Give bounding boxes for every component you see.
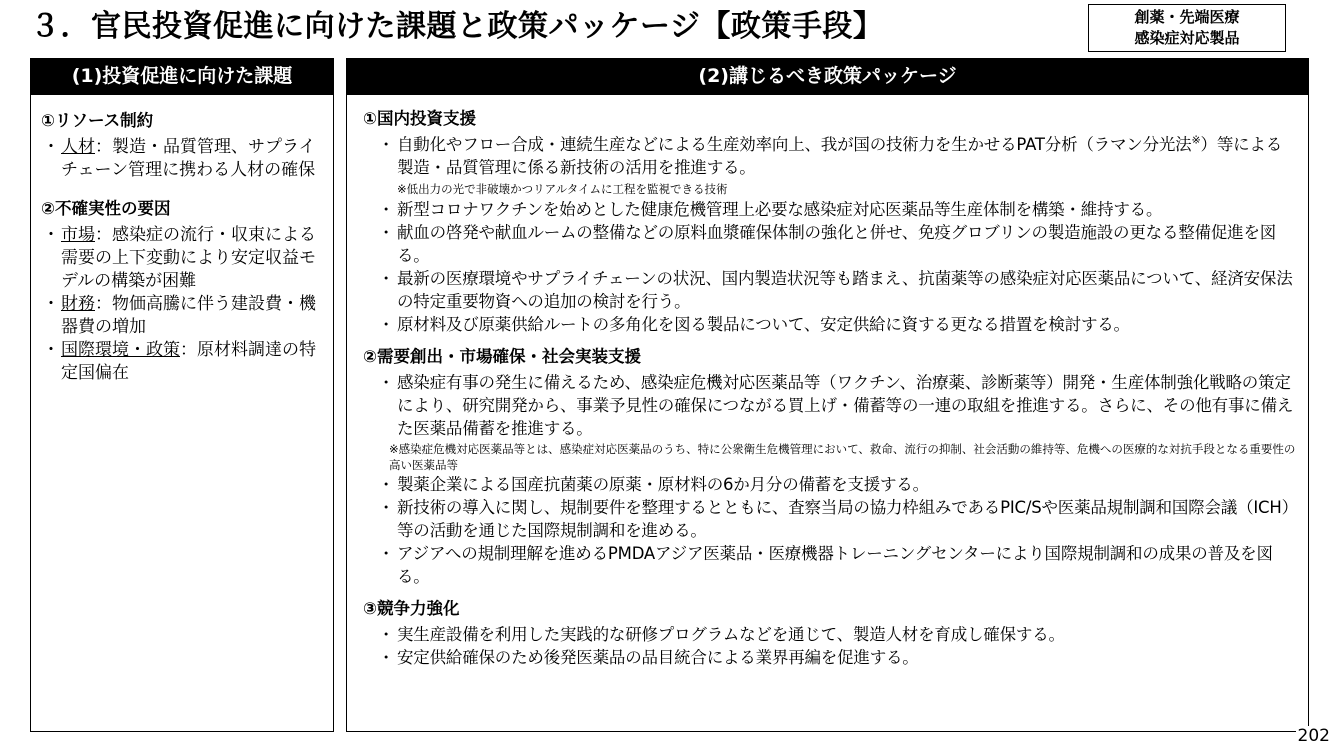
issues-panel <box>30 58 334 732</box>
section-title-uncertainty: ②不確実性の要因 <box>41 199 171 218</box>
issues-panel-body <box>31 95 333 385</box>
bullet-mark: ・ <box>42 137 60 157</box>
list-item <box>41 224 325 293</box>
item-text: 原材料及び原薬供給ルートの多角化を図る製品について、安定供給に資する更なる措置を検討する。 <box>397 315 1130 334</box>
bullet-mark: ・ <box>42 340 60 360</box>
bullet-mark: ・ <box>377 373 395 392</box>
section-title-competitiveness: ③競争力強化 <box>363 599 460 618</box>
item-text: 感染症有事の発生に備えるため、感染症危機対応医薬品等（ワクチン、治療薬、診断薬等）開発・生産体制強化戦略の策定により、研究開発から、事業予見性の確保につながる買上げ・備蓄等の一連の取組を推進する。さらに、その他有事に備えた医薬品備蓄を推進する。 <box>397 373 1294 438</box>
bullet-mark: ・ <box>377 269 395 288</box>
category-tag-line1: 創薬・先端医療 <box>1134 8 1240 26</box>
footnote: ※感染症危機対応医薬品等とは、感染症対応医薬品のうち、特に公衆衛生危機管理において、救命、流行の抑制、社会活動の維持等、危機への医療的な対抗手段となる重要性の高い医薬品等 <box>389 442 1296 472</box>
item-text: 最新の医療環境やサプライチェーンの状況、国内製造状況等も踏まえ、抗菌薬等の感染症対応医薬品について、経済安保法の特定重要物資への追加の検討を行う。 <box>397 269 1293 311</box>
policy-package-header: (2)講じるべき政策パッケージ <box>347 59 1308 95</box>
section-title-resource: ①リソース制約 <box>41 111 154 130</box>
bullet-mark: ・ <box>377 475 395 494</box>
policy-package-panel <box>346 58 1309 732</box>
item-text: 新技術の導入に関し、規制要件を整理するとともに、査察当局の協力枠組みであるPIC/Sや医薬品規制調和国際会議（ICH）等の活動を通じた国際規制調和を進める。 <box>397 498 1298 540</box>
item-text: ：感染症の流行・収束による需要の上下変動により安定収益モデルの構築が困難 <box>61 225 316 291</box>
list-item <box>375 646 1298 669</box>
item-label: 人材 <box>61 137 95 157</box>
item-label: 財務 <box>61 294 95 314</box>
list-item <box>375 371 1298 440</box>
list-item <box>375 198 1298 221</box>
list-item <box>41 339 325 385</box>
page-number: 202 <box>1297 726 1330 746</box>
item-label: 国際環境・政策 <box>61 340 180 360</box>
list-item <box>375 473 1298 496</box>
list-item <box>375 133 1298 179</box>
item-text: 製薬企業による国産抗菌薬の原薬・原材料の6か月分の備蓄を支援する。 <box>397 475 929 494</box>
list-item <box>375 267 1298 313</box>
item-text: 献血の啓発や献血ルームの整備などの原料血漿確保体制の強化と併せ、免疫グロブリンの製造施設の更なる整備促進を図る。 <box>397 223 1277 265</box>
list-item <box>41 293 325 339</box>
list-item <box>41 136 325 182</box>
item-text: アジアへの規制理解を進めるPMDAアジア医薬品・医療機器トレーニングセンターにより国際規制調和の成果の普及を図る。 <box>397 544 1273 586</box>
policy-package-body <box>347 95 1308 669</box>
list-item <box>375 221 1298 267</box>
item-label: 市場 <box>61 225 95 245</box>
item-text: ：原材料調達の特定国偏在 <box>61 340 316 383</box>
footnote-mark: ※ <box>1191 133 1201 147</box>
item-text: 自動化やフロー合成・連続生産などによる生産効率向上、我が国の技術力を生かせるPAT分析（ラマン分光法 <box>397 135 1192 154</box>
item-text: ）等による製造・品質管理に係る新技術の活用を推進する。 <box>397 135 1283 177</box>
footnote: ※低出力の光で非破壊かつリアルタイムに工程を監視できる技術 <box>397 182 728 196</box>
bullet-mark: ・ <box>377 200 395 219</box>
list-item <box>375 542 1298 588</box>
bullet-mark: ・ <box>42 225 60 245</box>
bullet-mark: ・ <box>377 625 395 644</box>
bullet-mark: ・ <box>377 648 395 667</box>
bullet-mark: ・ <box>377 544 395 563</box>
bullet-mark: ・ <box>377 223 395 242</box>
bullet-mark: ・ <box>377 135 395 154</box>
item-text: ：物価高騰に伴う建設費・機器費の増加 <box>61 294 316 337</box>
page-title: ３．官民投資促進に向けた課題と政策パッケージ【政策手段】 <box>30 9 884 44</box>
issues-panel-header: (1)投資促進に向けた課題 <box>31 59 333 95</box>
section-title-demand-creation: ②需要創出・市場確保・社会実装支援 <box>363 347 641 366</box>
list-item <box>375 496 1298 542</box>
bullet-mark: ・ <box>377 315 395 334</box>
bullet-mark: ・ <box>377 498 395 517</box>
item-text: 安定供給確保のため後発医薬品の品目統合による業界再編を促進する。 <box>397 648 919 667</box>
item-text: 実生産設備を利用した実践的な研修プログラムなどを通じて、製造人材を育成し確保する。 <box>397 625 1065 644</box>
item-text: 新型コロナワクチンを始めとした健康危機管理上必要な感染症対応医薬品等生産体制を構築・維持する。 <box>397 200 1163 219</box>
list-item <box>375 313 1298 336</box>
category-tag-line2: 感染症対応製品 <box>1134 29 1240 47</box>
category-tag <box>1088 4 1286 52</box>
list-item <box>375 623 1298 646</box>
section-title-domestic-investment: ①国内投資支援 <box>363 109 476 128</box>
bullet-mark: ・ <box>42 294 60 314</box>
item-text: ：製造・品質管理、サプライチェーン管理に携わる人材の確保 <box>61 137 316 180</box>
